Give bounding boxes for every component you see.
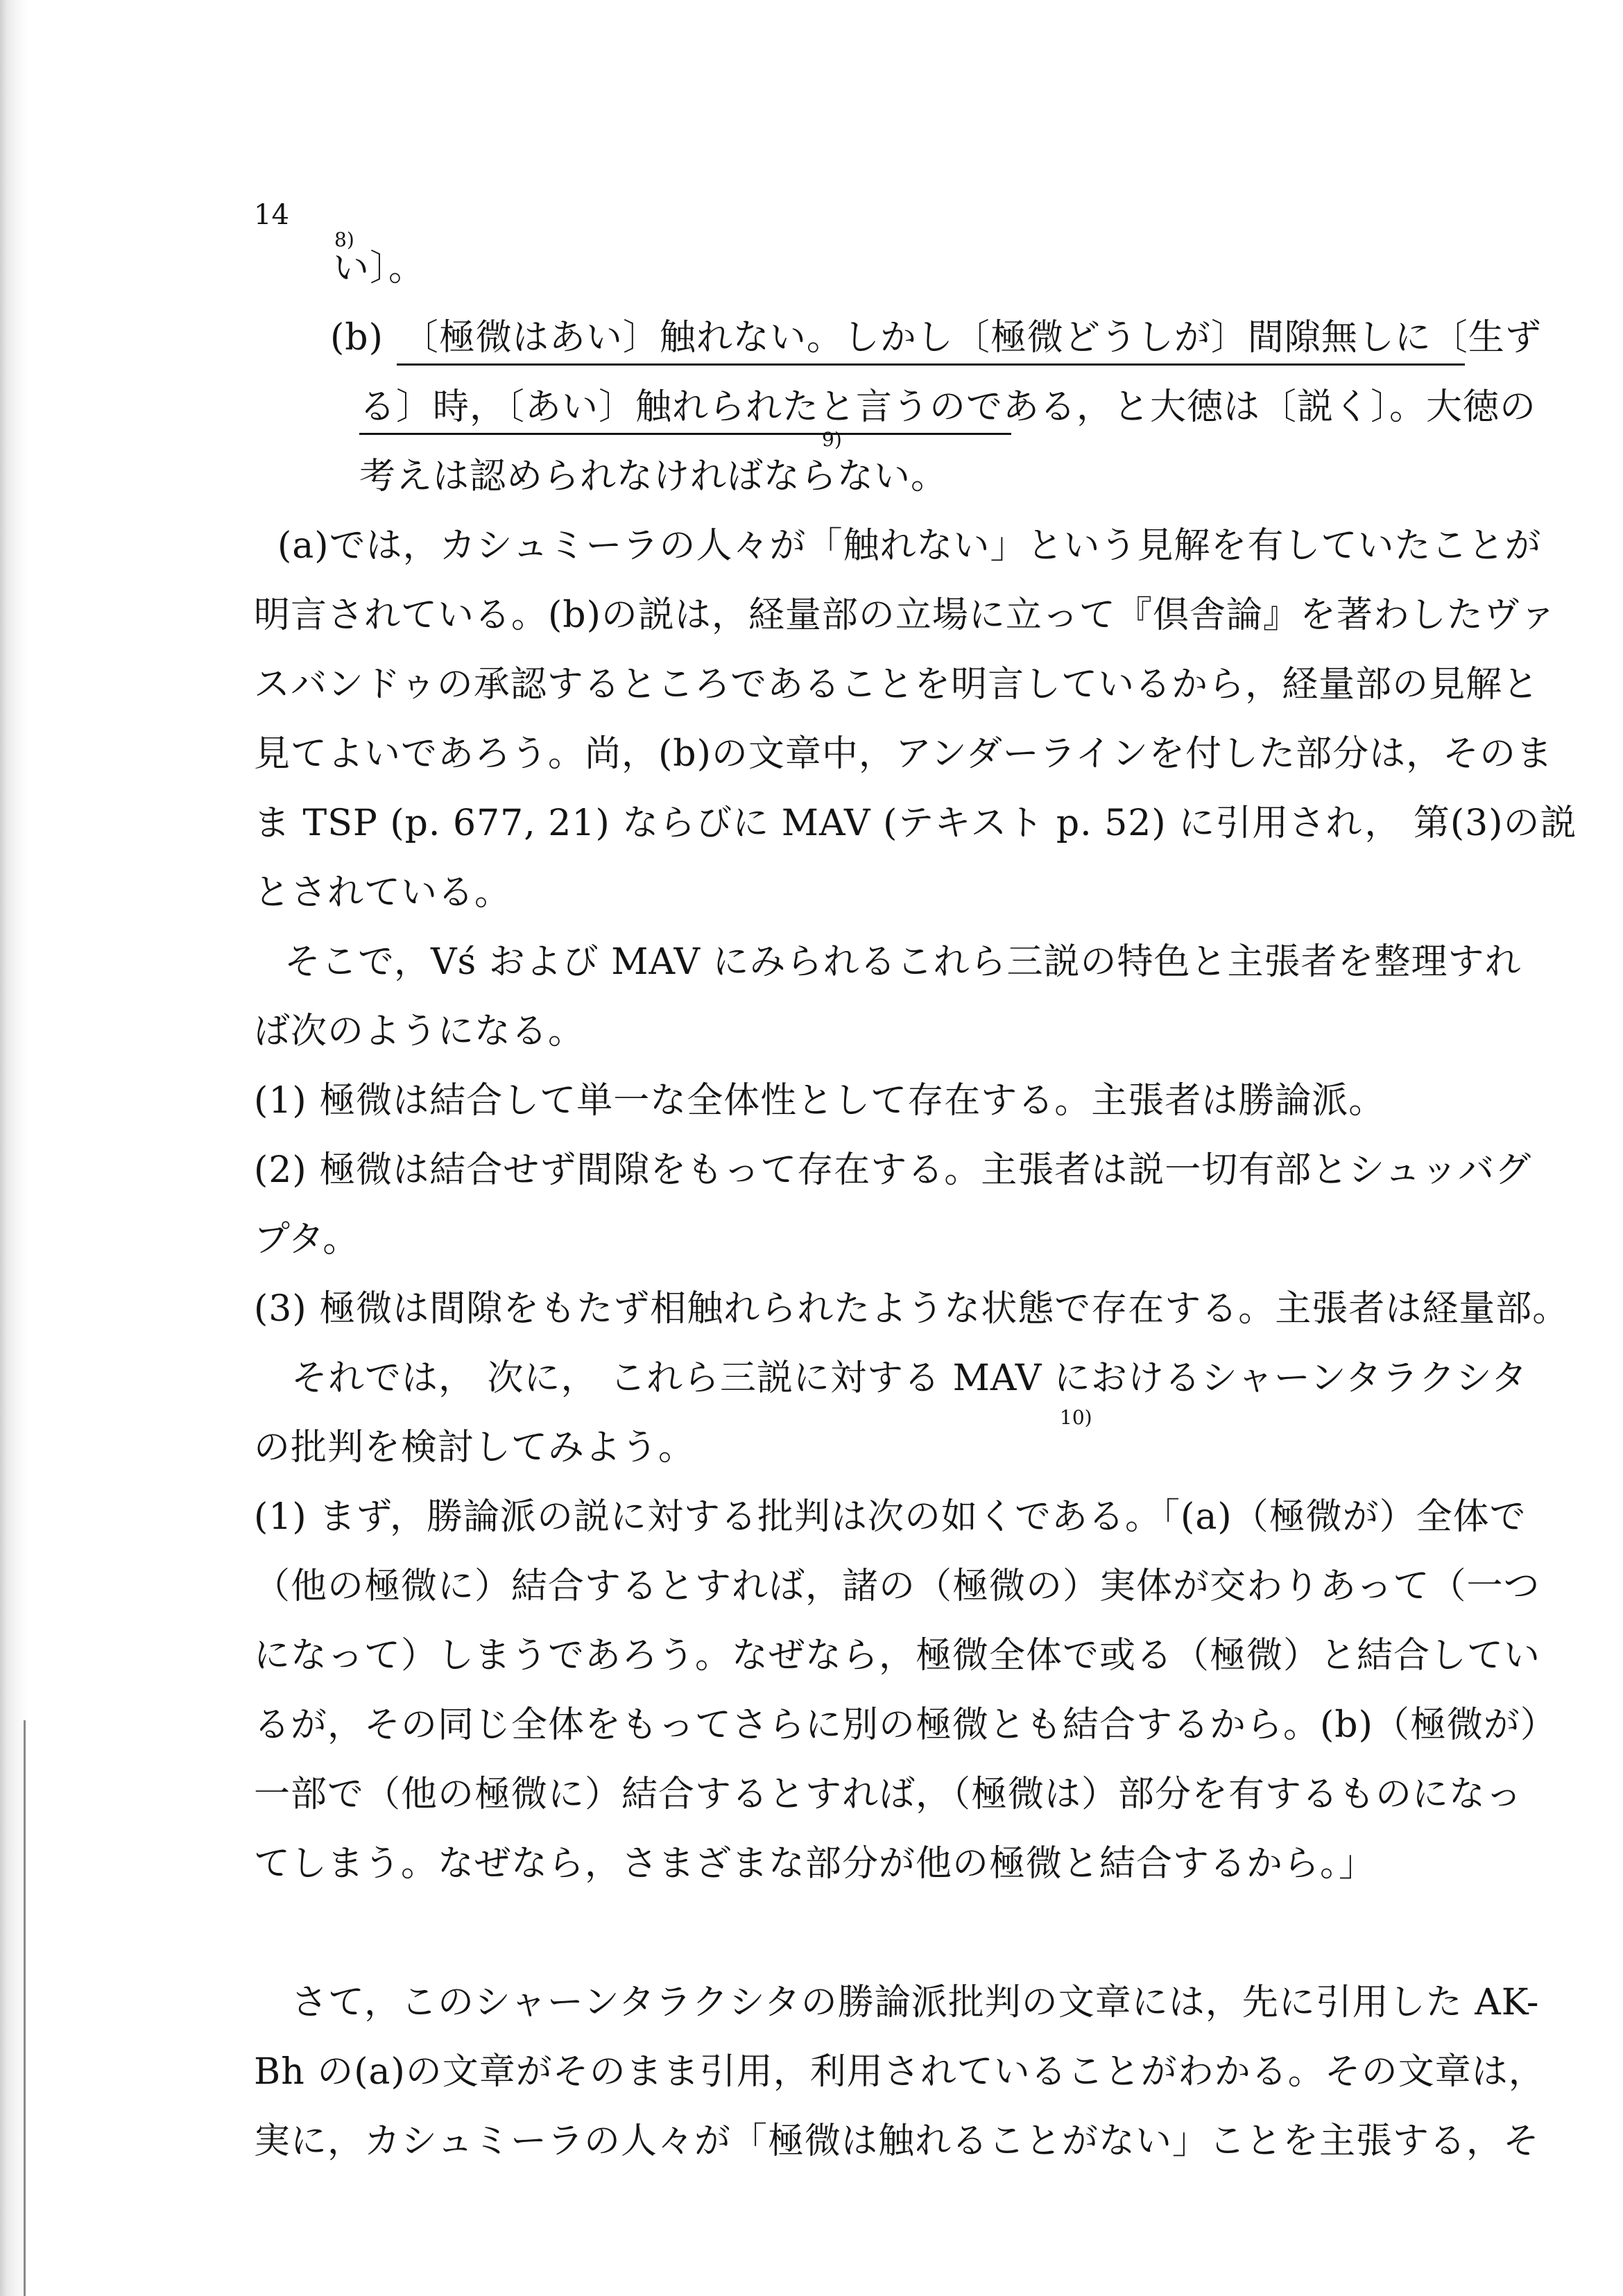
critique-line-2: （他の極微に）結合するとすれば，諸の（極微の）実体が交わりあって（一つ (254, 1566, 1540, 1607)
body-line-8: ば次のようになる。 (254, 1011, 585, 1052)
final-line-3: 実に，カシュミーラの人々が「極微は触れることがない」ことを主張する，そ (254, 2121, 1540, 2162)
quote-line-b-2: る〕時，〔あい〕触れられたと言うのである，と大徳は〔説く〕。大徳の (359, 386, 1537, 428)
underline-b-2 (359, 433, 1011, 435)
critique-line-1: (1) まず，勝論派の説に対する批判は次の如くである。「(a)（極微が）全体で (254, 1496, 1527, 1538)
underline-b-1 (397, 363, 1465, 366)
body-line-6: とされている。 (254, 872, 512, 914)
quote-line-b-3: 考えは認められなければならない。 (359, 456, 948, 497)
scan-border-line (24, 1720, 26, 2296)
thesis-item-1: (1) 極微は結合して単一な全体性として存在する。主張者は勝論派。 (254, 1080, 1386, 1122)
thesis-item-2: (2) 極微は結合せず間隙をもって存在する。主張者は説一切有部とシュッバグ (254, 1149, 1532, 1191)
body-line-2: 明言されている。(b)の説は，経量部の立場に立って『倶舎論』を著わしたヴァ (254, 594, 1557, 636)
body-line-1: (a)では，カシュミーラの人々が「触れない」という見解を有していたことが (277, 525, 1542, 567)
body-line-7: そこで，Vś および MAV にみられるこれら三説の特色と主張者を整理すれ (284, 941, 1522, 983)
final-line-1: さて，このシャーンタラクシタの勝論派批判の文章には，先に引用した AK- (291, 1982, 1540, 2023)
final-line-2: Bh の(a)の文章がそのまま引用，利用されていることがわかる。その文章は， (254, 2051, 1545, 2093)
footnote-marker-9: 9) (822, 428, 842, 451)
critique-line-4: るが，その同じ全体をもってさらに別の極微とも結合するから。(b)（極微が） (254, 1704, 1557, 1746)
footnote-marker-8: 8) (334, 228, 354, 251)
body-line-9: それでは， 次に， これら三説に対する MAV におけるシャーンタラクシタ (291, 1357, 1528, 1399)
body-line-10: の批判を検討してみよう。 (254, 1427, 696, 1468)
critique-line-5: 一部で（他の極微に）結合するとすれば，（極微は）部分を有するものになっ (254, 1774, 1523, 1815)
quote-line-a-end: い〕。 (333, 248, 426, 289)
body-line-5: ま TSP (p. 677, 21) ならびに MAV (テキスト p. 52) に引用され， 第(3)の説 (254, 803, 1577, 844)
body-line-3: スバンドゥの承認するところであることを明言しているから，経量部の見解と (254, 664, 1540, 705)
footnote-marker-10: 10) (1060, 1406, 1092, 1429)
critique-line-3: になって）しまうであろう。なぜなら，極微全体で或る（極微）と結合してい (254, 1635, 1541, 1677)
thesis-item-2-cont: プタ。 (254, 1219, 360, 1260)
thesis-item-3: (3) 極微は間隙をもたず相触れられたような状態で存在する。主張者は経量部。 (254, 1288, 1570, 1330)
body-line-4: 見てよいであろう。尚，(b)の文章中，アンダーラインを付した部分は，そのま (254, 733, 1554, 775)
critique-line-6: てしまう。なぜなら，さまざまな部分が他の極微と結合するから。」 (254, 1843, 1376, 1885)
quote-line-b-1: (b) 〔極微はあい〕触れない。しかし〔極微どうしが〕間隙無しに〔生ず (330, 317, 1542, 359)
page-number: 14 (254, 199, 289, 231)
